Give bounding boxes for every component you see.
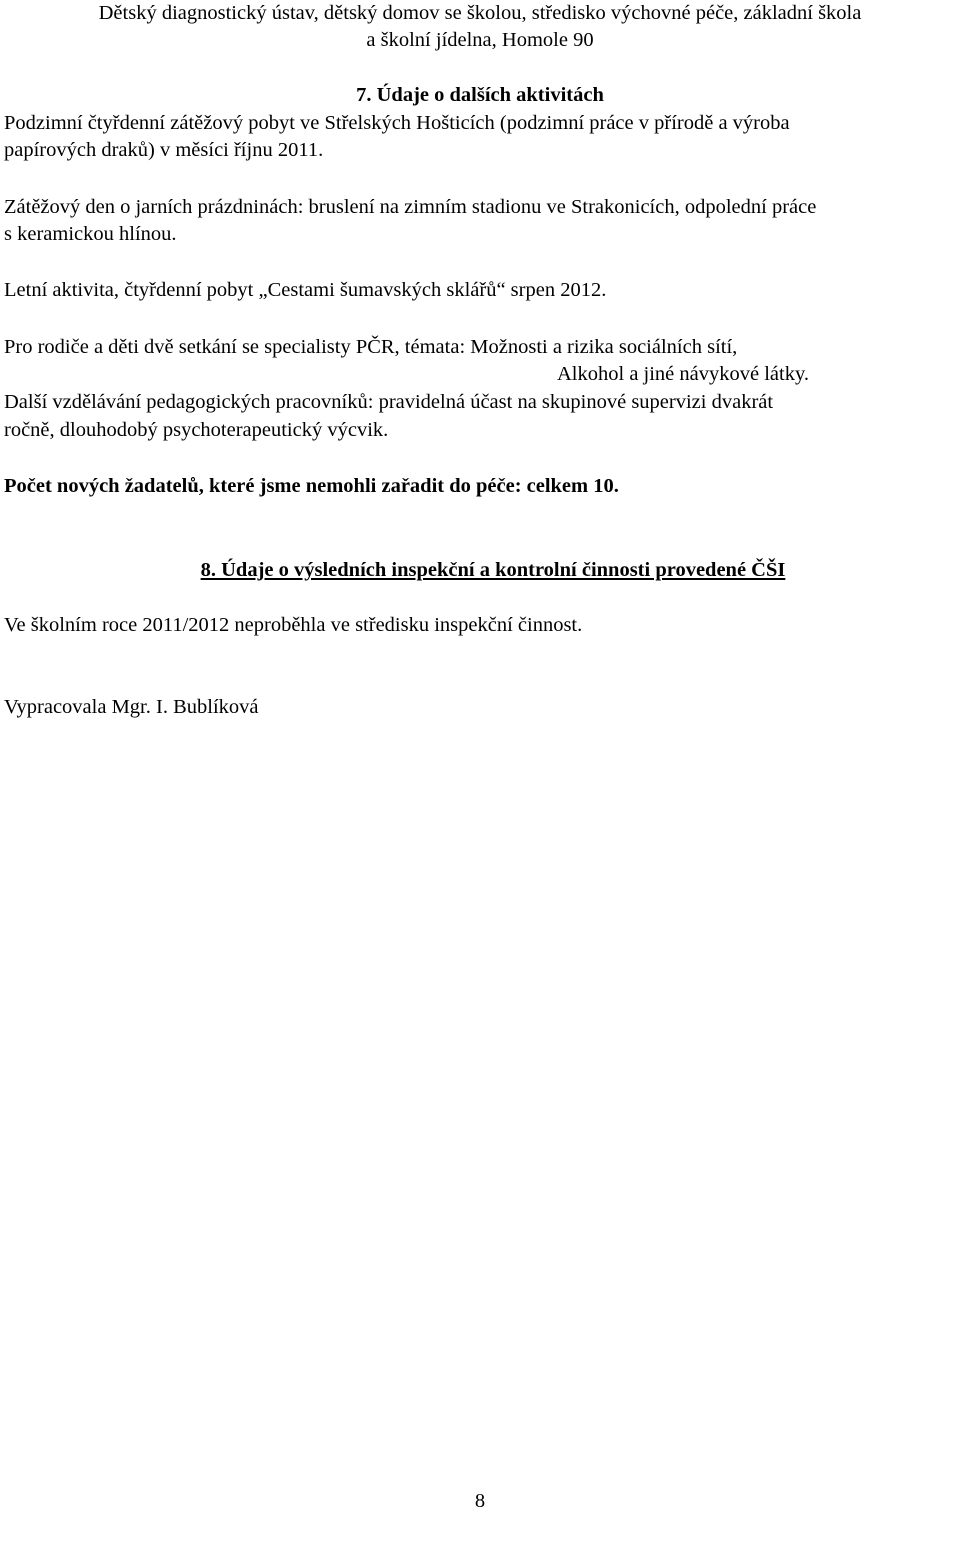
section-8-heading: 8. Údaje o výsledních inspekční a kontrolní činnosti provedené ČŠI xyxy=(200,559,786,581)
section-8-text: Ve školním roce 2011/2012 neproběhla ve středisku inspekční činnost. xyxy=(4,614,583,636)
signature: Vypracovala Mgr. I. Bublíková xyxy=(4,696,259,718)
paragraph-staff-education-line-2: ročně, dlouhodobý psychoterapeutický výcvik. xyxy=(4,419,389,441)
header-line-2: a školní jídelna, Homole 90 xyxy=(366,29,594,51)
paragraph-spring-day-line-1: Zátěžový den o jarních prázdninách: bruslení na zimním stadionu ve Strakonicích, odpolední práce xyxy=(4,196,817,218)
paragraph-autumn-stay-line-1: Podzimní čtyřdenní zátěžový pobyt ve Střelských Hošticích (podzimní práce v přírodě a výroba xyxy=(4,112,790,134)
paragraph-summer-activity: Letní aktivita, čtyřdenní pobyt „Cestami šumavských sklářů“ srpen 2012. xyxy=(4,279,607,301)
paragraph-police-meetings-line-2: Alkohol a jiné návykové látky. xyxy=(557,363,810,385)
page-number: 8 xyxy=(474,1490,486,1512)
applicants-count: Počet nových žadatelů, které jsme nemohli zařadit do péče: celkem 10. xyxy=(4,475,619,497)
paragraph-staff-education-line-1: Další vzdělávání pedagogických pracovníků: pravidelná účast na skupinové supervizi dvakrát xyxy=(4,391,774,413)
header-line-1: Dětský diagnostický ústav, dětský domov se školou, středisko výchovné péče, základní škola xyxy=(98,2,862,24)
paragraph-autumn-stay-line-2: papírových draků) v měsíci říjnu 2011. xyxy=(4,139,324,161)
section-7-heading: 7. Údaje o dalších aktivitách xyxy=(356,84,604,106)
paragraph-spring-day-line-2: s keramickou hlínou. xyxy=(4,223,177,245)
paragraph-police-meetings-line-1: Pro rodiče a děti dvě setkání se specialisty PČR, témata: Možnosti a rizika sociálních sítí, xyxy=(4,336,738,358)
